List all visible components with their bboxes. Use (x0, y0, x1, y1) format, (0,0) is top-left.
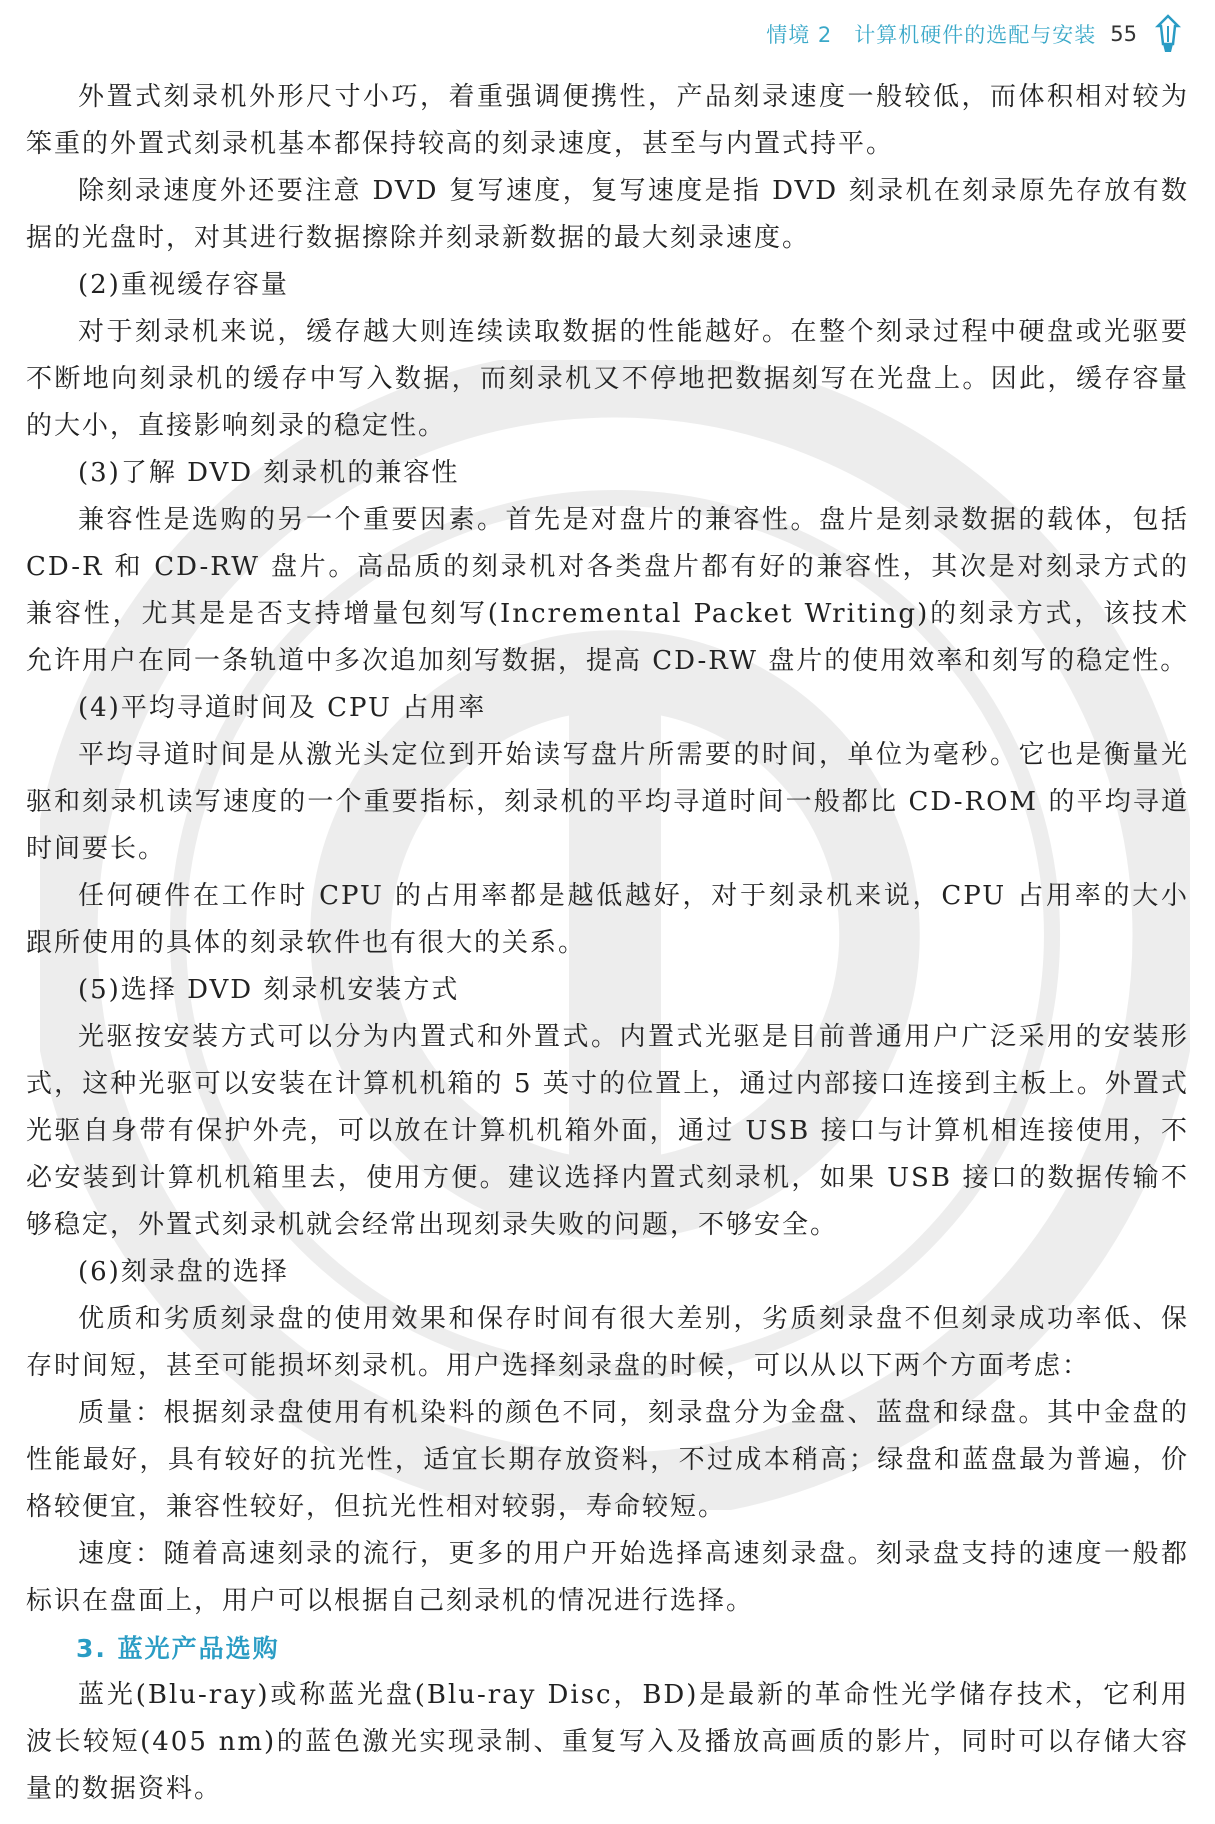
subsection-heading: (2)重视缓存容量 (78, 270, 289, 300)
document-body (26, 74, 1189, 1813)
lamp-icon (1151, 14, 1185, 54)
body-paragraph: 质量：根据刻录盘使用有机染料的颜色不同，刻录盘分为金盘、蓝盘和绿盘。其中金盘的性能最好，具有较好的抗光性，适宜长期存放资料，不过成本稍高；绿盘和蓝盘最为普遍，价格较便宜，兼容性较好，但抗光性相对较弱，寿命较短。 (26, 1398, 1189, 1522)
page-header (766, 14, 1185, 54)
page-number: 55 (1110, 22, 1137, 46)
body-paragraph: 速度：随着高速刻录的流行，更多的用户开始选择高速刻录盘。刻录盘支持的速度一般都标识在盘面上，用户可以根据自己刻录机的情况进行选择。 (26, 1539, 1189, 1616)
body-paragraph: 任何硬件在工作时 CPU 的占用率都是越低越好，对于刻录机来说，CPU 占用率的大小跟所使用的具体的刻录软件也有很大的关系。 (26, 881, 1189, 958)
subsection-heading: (4)平均寻道时间及 CPU 占用率 (78, 693, 487, 723)
subsection-heading: (3)了解 DVD 刻录机的兼容性 (78, 458, 460, 488)
body-paragraph: 平均寻道时间是从激光头定位到开始读写盘片所需要的时间，单位为毫秒。它也是衡量光驱和刻录机读写速度的一个重要指标，刻录机的平均寻道时间一般都比 CD-ROM 的平均寻道时间要长。 (26, 740, 1189, 864)
body-paragraph: 优质和劣质刻录盘的使用效果和保存时间有很大差别，劣质刻录盘不但刻录成功率低、保存时间短，甚至可能损坏刻录机。用户选择刻录盘的时候，可以从以下两个方面考虑： (26, 1304, 1189, 1381)
subsection-heading: (6)刻录盘的选择 (78, 1257, 289, 1287)
body-paragraph: 蓝光(Blu-ray)或称蓝光盘(Blu-ray Disc，BD)是最新的革命性光学储存技术，它利用波长较短(405 nm)的蓝色激光实现录制、重复写入及播放高画质的影片，同时可以存储大容量的数据资料。 (26, 1680, 1189, 1804)
body-paragraph: 外置式刻录机外形尺寸小巧，着重强调便携性，产品刻录速度一般较低，而体积相对较为笨重的外置式刻录机基本都保持较高的刻录速度，甚至与内置式持平。 (26, 82, 1189, 159)
subsection-heading: (5)选择 DVD 刻录机安装方式 (78, 975, 460, 1005)
chapter-title: 情境 2 计算机硬件的选配与安装 (766, 23, 1097, 47)
section-heading: 3. 蓝光产品选购 (76, 1634, 280, 1663)
body-paragraph: 对于刻录机来说，缓存越大则连续读取数据的性能越好。在整个刻录过程中硬盘或光驱要不断地向刻录机的缓存中写入数据，而刻录机又不停地把数据刻写在光盘上。因此，缓存容量的大小，直接影响刻录的稳定性。 (26, 317, 1189, 441)
body-paragraph: 兼容性是选购的另一个重要因素。首先是对盘片的兼容性。盘片是刻录数据的载体，包括 CD-R 和 CD-RW 盘片。高品质的刻录机对各类盘片都有好的兼容性，其次是对刻录方式的兼容性，尤其是是否支持增量包刻写(Incremental Packet Writing)的刻录方式，该技术允许用户在同一条轨道中多次追加刻写数据，提高 CD-RW 盘片的使用效率和刻写的稳定性。 (26, 505, 1189, 676)
body-paragraph: 光驱按安装方式可以分为内置式和外置式。内置式光驱是目前普通用户广泛采用的安装形式，这种光驱可以安装在计算机机箱的 5 英寸的位置上，通过内部接口连接到主板上。外置式光驱自身带有保护外壳，可以放在计算机机箱外面，通过 USB 接口与计算机相连接使用，不必安装到计算机机箱里去，使用方便。建议选择内置式刻录机，如果 USB 接口的数据传输不够稳定，外置式刻录机就会经常出现刻录失败的问题，不够安全。 (26, 1022, 1189, 1240)
body-paragraph: 除刻录速度外还要注意 DVD 复写速度，复写速度是指 DVD 刻录机在刻录原先存放有数据的光盘时，对其进行数据擦除并刻录新数据的最大刻录速度。 (26, 176, 1189, 253)
